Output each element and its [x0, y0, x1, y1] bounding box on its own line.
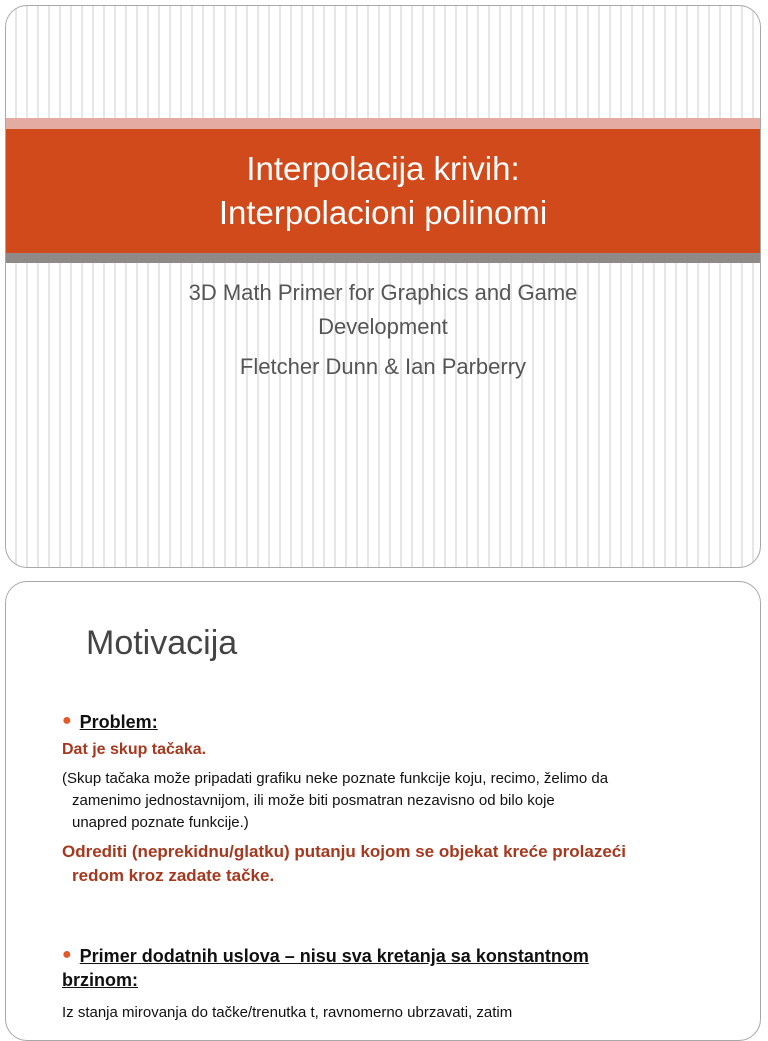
goal-line2: redom kroz zadate tačke. [72, 866, 275, 885]
title-band-top-stripe [6, 118, 760, 129]
slide-content [62, 710, 724, 1024]
note-paragraph [62, 768, 724, 834]
bullet-problem-label: Problem: [79, 712, 158, 732]
title-band-bottom-stripe [6, 253, 760, 263]
note-line3: unapred poznate funkcije.) [72, 814, 249, 831]
note-line1: (Skup tačaka može pripadati grafiku neke poznate funkcije koju, recimo, želimo da [62, 770, 609, 787]
title-band [6, 129, 760, 253]
goal-paragraph [62, 840, 724, 888]
subtitle-block [86, 276, 680, 384]
note-line2: zamenimo jednostavnijom, ili može biti posmatran nezavisno od bilo koje [72, 792, 555, 809]
bullet-icon: ● [62, 946, 72, 963]
slide-title-line1: Interpolacija krivih: [246, 150, 520, 187]
bullet-problem [62, 710, 724, 734]
motivation-slide [5, 581, 761, 1041]
bullet-icon: ● [62, 712, 72, 729]
bullet2-line1: Primer dodatnih uslova – nisu sva kretanja sa konstantnom [79, 946, 589, 966]
last-line: Iz stanja mirovanja do tačke/trenutka t, ravnomerno ubrzavati, zatim [62, 1004, 513, 1021]
subtitle-line2: Development [318, 314, 448, 339]
slide-title: Motivacija [86, 624, 238, 662]
subtitle-line1: 3D Math Primer for Graphics and Game [188, 280, 578, 305]
bullet-additional-conditions [62, 944, 724, 968]
title-slide [5, 5, 761, 568]
bullet2-line2: brzinom: [62, 970, 138, 990]
bullet2-continuation [62, 968, 724, 992]
bullet-additional-conditions-label [80, 944, 589, 968]
goal-line1: Odrediti (neprekidnu/glatku) putanju kojom se objekat kreće prolazeći [62, 842, 626, 861]
slide-title-line2: Interpolacioni polinomi [218, 194, 548, 231]
authors: Fletcher Dunn & Ian Parberry [239, 354, 527, 379]
point-set-statement: Dat je skup tačaka. [62, 741, 207, 758]
